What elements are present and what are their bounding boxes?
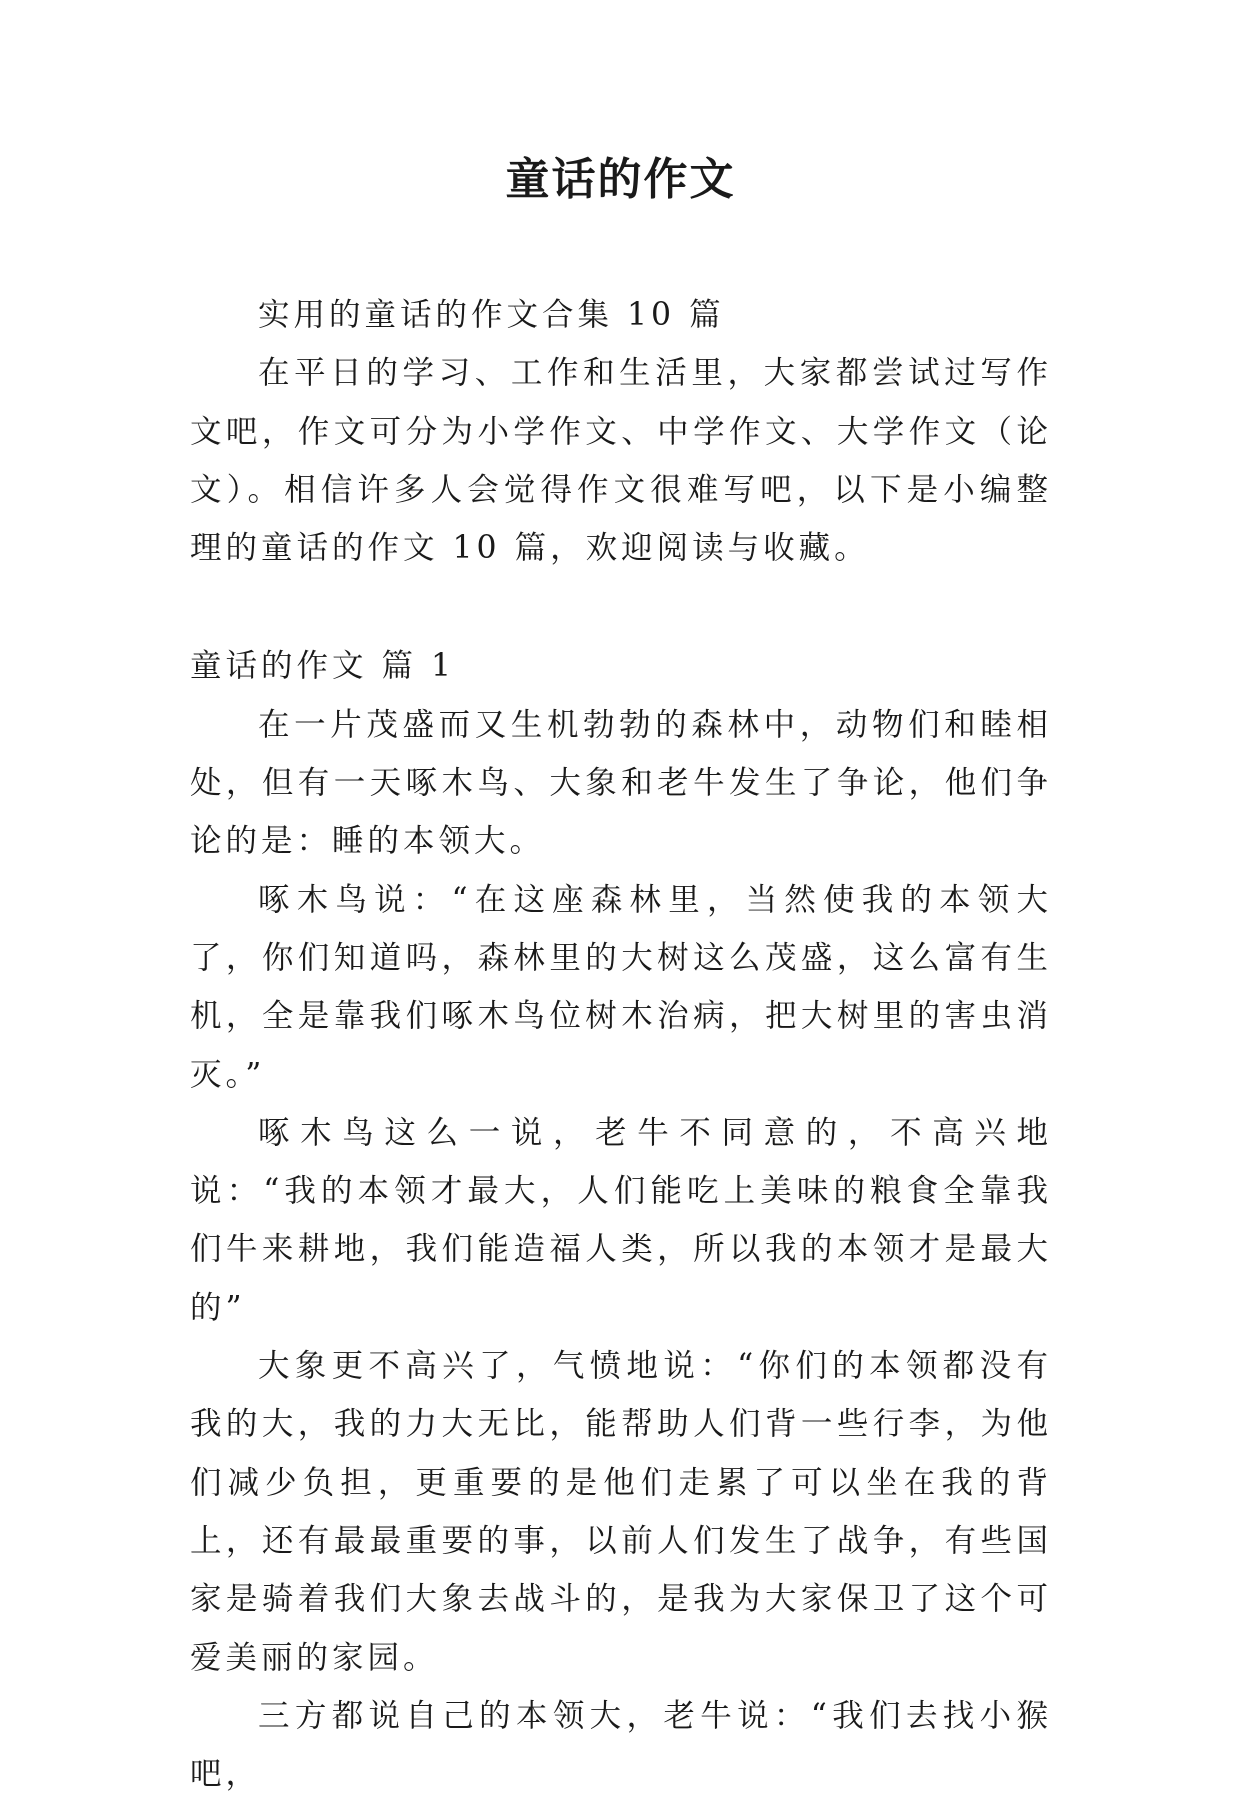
story-paragraph: 啄木鸟说：“在这座森林里，当然使我的本领大了，你们知道吗，森林里的大树这么茂盛，这么富有生机，全是靠我们啄木鸟位树木治病，把大树里的害虫消灭。” [190, 881, 1052, 1093]
document-title: 童话的作文 [505, 154, 736, 205]
section-spacer [190, 577, 1052, 637]
story-paragraph: 大象更不高兴了，气愤地说：“你们的本领都没有我的大，我的力大无比，能帮助人们背一些行李，为他们减少负担，更重要的是他们走累了可以坐在我的背上，还有最最重要的事，以前人们发生了战争，有些国家是骑着我们大象去战斗的，是我为大家保卫了这个可爱美丽的家园。 [190, 1348, 1052, 1676]
story-paragraph: 啄木鸟这么一说，老牛不同意的，不高兴地说：“我的本领才最大，人们能吃上美味的粮食全靠我们牛来耕地，我们能造福人类，所以我的本领才是最大的” [190, 1114, 1052, 1326]
document-subtitle: 实用的童话的作文合集 10 篇 [258, 297, 725, 333]
story-paragraph: 在一片茂盛而又生机勃勃的森林中，动物们和睦相处，但有一天啄木鸟、大象和老牛发生了争论，他们争论的是：睡的本领大。 [190, 706, 1052, 860]
section-heading: 童话的作文 篇 1 [190, 648, 456, 685]
story-paragraph: 三方都说自己的本领大，老牛说：“我们去找小猴吧， [190, 1697, 1052, 1793]
intro-paragraph: 在平日的学习、工作和生活里，大家都尝试过写作文吧，作文可分为小学作文、中学作文、大学作文（论文）。相信许多人会觉得作文很难写吧，以下是小编整理的童话的作文 10 篇，欢迎阅读与收藏。 [190, 355, 1052, 567]
document-body [190, 286, 1052, 1803]
